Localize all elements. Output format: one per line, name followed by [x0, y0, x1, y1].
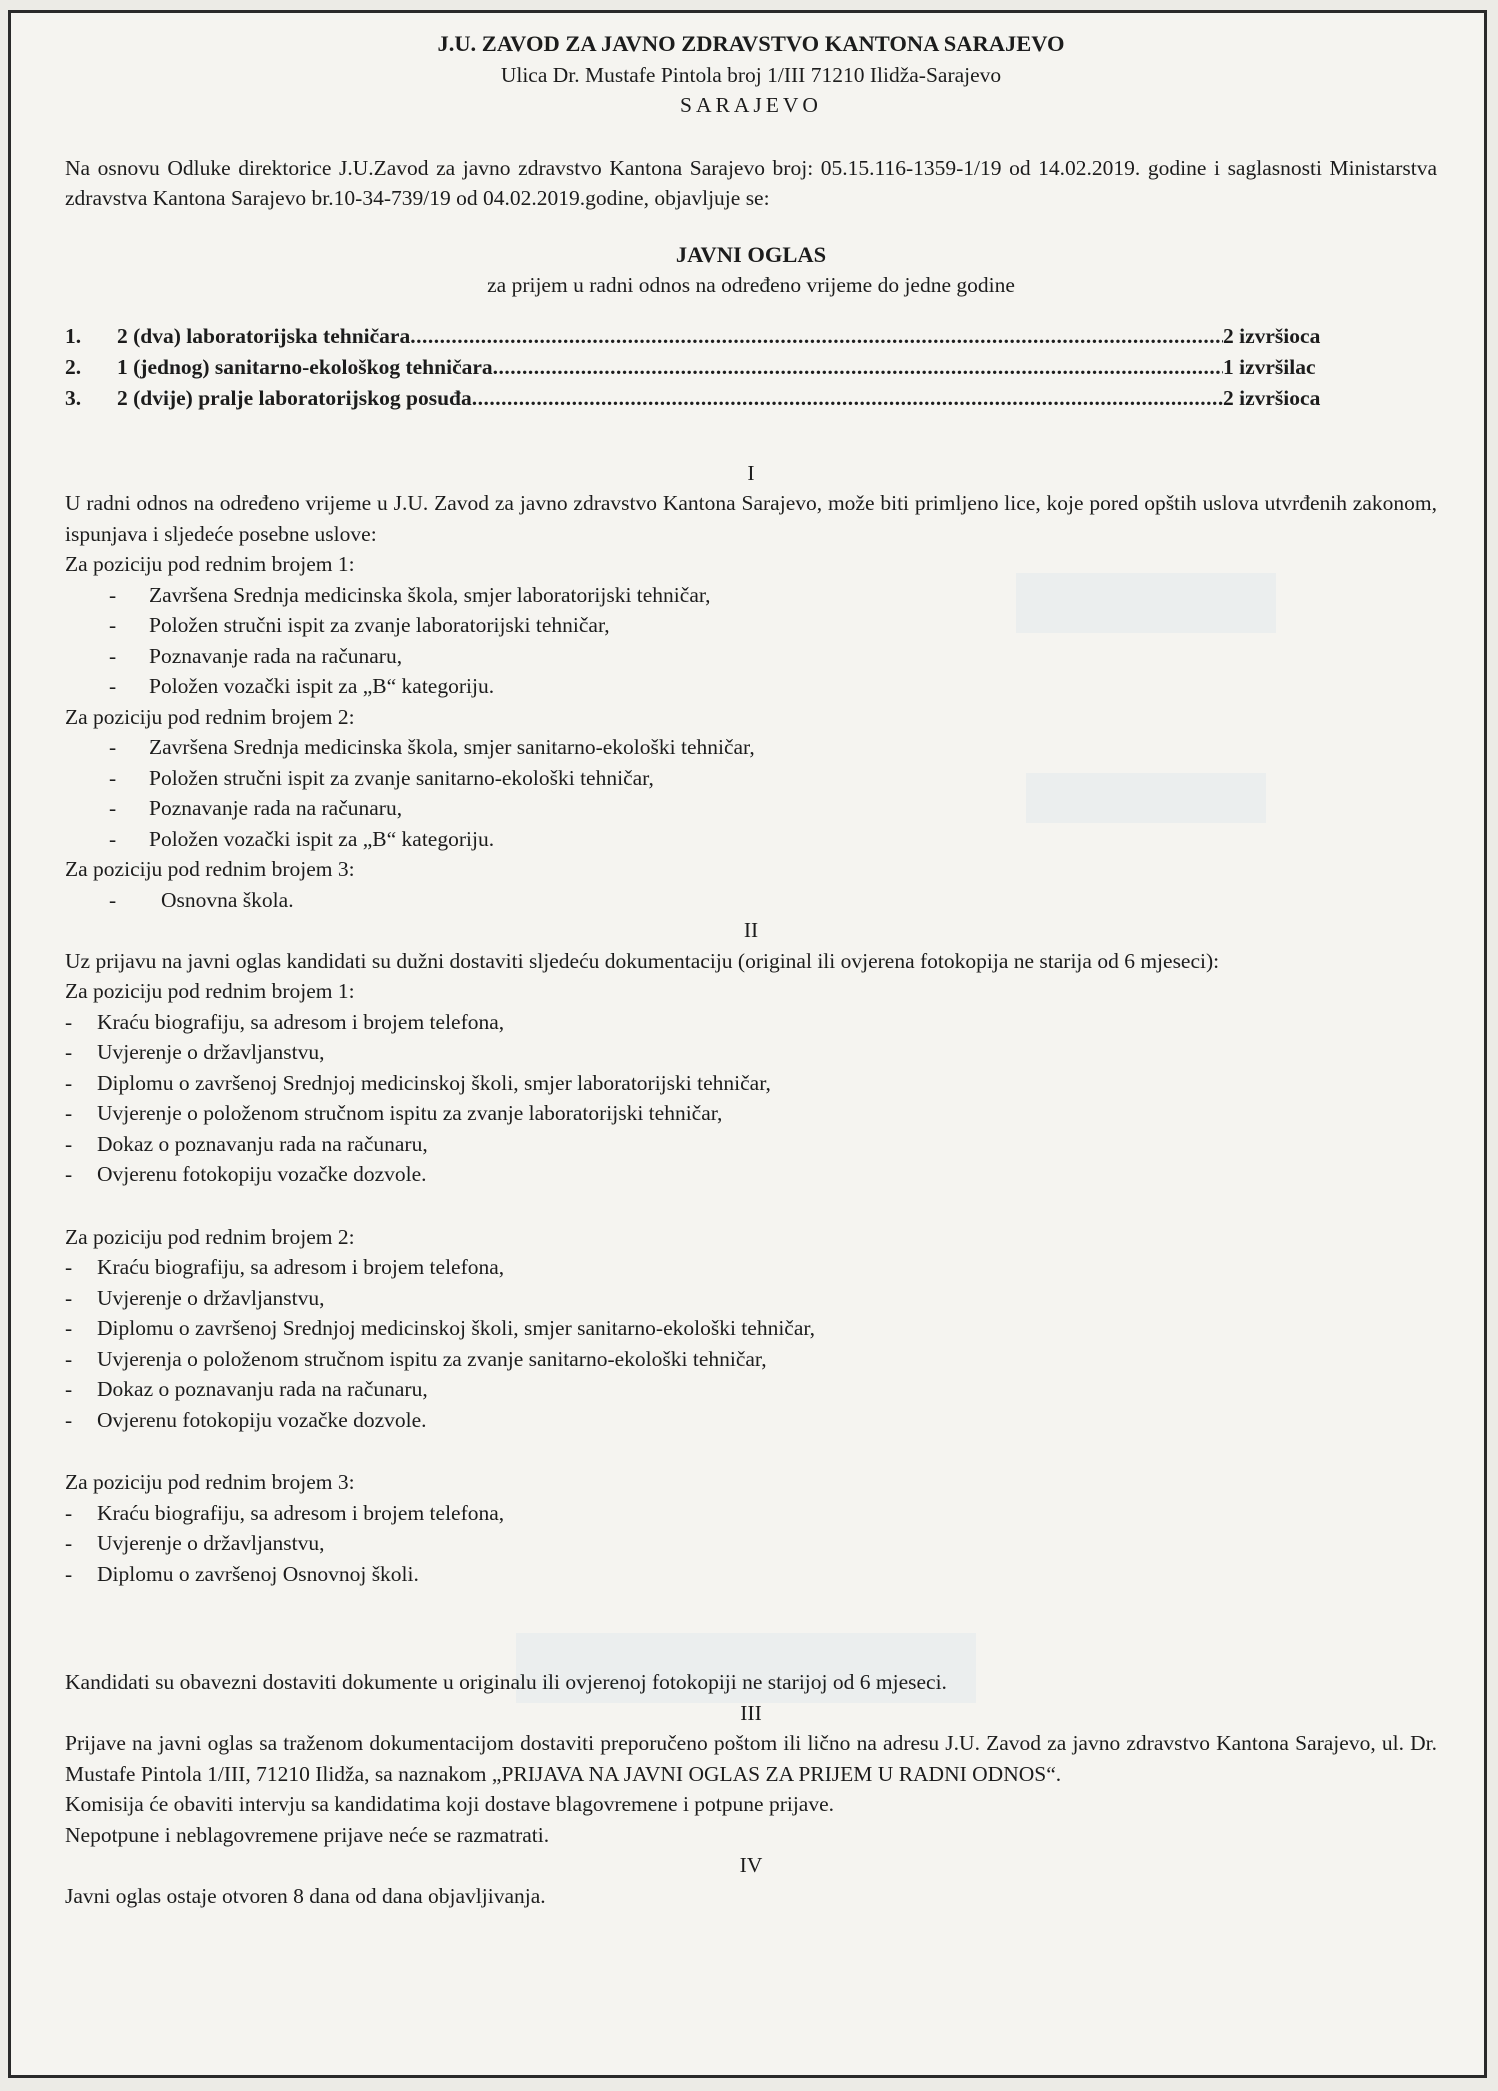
section-iii-paragraph-3: Nepotpune i neblagovremene prijave neće se razmatrati. [65, 1822, 550, 1847]
section-ii-list-pos2 [65, 1252, 1437, 1435]
section-ii-list-pos1 [65, 1007, 1437, 1190]
section-i-list-pos3 [65, 885, 1437, 916]
institution-name: J.U. ZAVOD ZA JAVNO ZDRAVSTVO KANTONA SARAJEVO [437, 31, 1065, 56]
section-i-intro: U radni odnos na određeno vrijeme u J.U. Zavod za javno zdravstvo Kantona Sarajevo, može biti primljeno lice, koje pored opštih uslova utvrđenih zakonom, ispunjava i sljedeće posebne uslove: [65, 491, 1437, 546]
section-ii-heading-pos3: Za poziciju pod rednim brojem 3: [65, 1470, 355, 1494]
section-heading-iii: III [740, 1700, 762, 1725]
section-heading-iv: IV [739, 1853, 763, 1877]
positions-list [65, 321, 1437, 414]
list-item: - Uvjerenje o državljanstvu, [65, 1040, 325, 1064]
section-ii-intro: Uz prijavu na javni oglas kandidati su dužni dostaviti sljedeću dokumentaciju (original ili ovjerena fotokopija ne starija od 6 mjeseci): [65, 948, 1220, 973]
list-item: - Diplomu o završenoj Srednjoj medicinskoj školi, smjer laboratorijski tehničar, [65, 1070, 771, 1095]
list-item: - Dokaz o poznavanju rada na računaru, [65, 1377, 428, 1401]
list-item: - Položen stručni ispit za zvanje laboratorijski tehničar, [109, 613, 610, 637]
list-item: - Ovjerenu fotokopiju vozačke dozvole. [65, 1162, 427, 1186]
section-ii-heading-pos1: Za poziciju pod rednim brojem 1: [65, 979, 355, 1003]
list-item: - Položen vozački ispit za „B“ kategoriju. [109, 674, 495, 698]
list-item: - Dokaz o poznavanju rada na računaru, [65, 1131, 428, 1156]
list-item: - Kraću biografiju, sa adresom i brojem telefona, [65, 1255, 505, 1279]
list-item: - Uvjerenje o položenom stručnom ispitu za zvanje laboratorijski tehničar, [65, 1101, 723, 1125]
section-heading-ii: II [743, 918, 759, 942]
list-item: - Kraću biografiju, sa adresom i brojem telefona, [65, 1009, 505, 1034]
list-item: - Poznavanje rada na računaru, [109, 643, 403, 668]
institution-address: Ulica Dr. Mustafe Pintola broj 1/III 71210 Ilidža-Sarajevo [500, 62, 1002, 87]
position-row: 1. 2 (dva) laboratorijska tehničara ..... 2 izvršioca [65, 321, 1437, 352]
position-row: 3. 2 (dvije) pralje laboratorijskog posuđa ..... 2 izvršioca [65, 383, 1437, 414]
section-i-list-pos2 [65, 732, 1437, 854]
list-item: - Uvjerenje o državljanstvu, [65, 1285, 325, 1310]
section-ii-list-pos3 [65, 1498, 1437, 1590]
list-item: - Završena Srednja medicinska škola, smjer laboratorijski tehničar, [109, 582, 711, 607]
section-iv-paragraph-1: Javni oglas ostaje otvoren 8 dana od dana objavljivanja. [65, 1883, 546, 1908]
list-item: - Završena Srednja medicinska škola, smjer sanitarno-ekološki tehničar, [109, 735, 755, 759]
list-item: - Uvjerenje o državljanstvu, [65, 1531, 325, 1555]
list-item: - Položen vozački ispit za „B“ kategoriju. [109, 826, 495, 851]
list-item: - Položen stručni ispit za zvanje sanitarno-ekološki tehničar, [109, 765, 654, 790]
document-body [65, 29, 1437, 1911]
section-iii-paragraph-2: Komisija će obaviti intervju sa kandidatima koji dostave blagovremene i potpune prijave. [65, 1792, 835, 1816]
section-ii-heading-pos2: Za poziciju pod rednim brojem 2: [65, 1224, 355, 1249]
list-item: - Diplomu o završenoj Osnovnoj školi. [65, 1561, 419, 1586]
list-item: - Diplomu o završenoj Srednjoj medicinskoj školi, smjer sanitarno-ekološki tehničar, [65, 1316, 816, 1340]
section-i-heading-pos3: Za poziciju pod rednim brojem 3: [65, 857, 355, 881]
list-item: - Ovjerenu fotokopiju vozačke dozvole. [65, 1407, 427, 1432]
list-item: - Osnovna škola. [109, 887, 294, 912]
announcement-subtitle: za prijem u radni odnos na određeno vrijeme do jedne godine [487, 273, 1015, 297]
section-heading-i: I [747, 460, 755, 485]
position-row: 2. 1 (jednog) sanitarno-ekološkog tehničara ..... 1 izvršilac [65, 352, 1437, 383]
institution-city: SARAJEVO [680, 93, 822, 117]
section-i-heading-pos2: Za poziciju pod rednim brojem 2: [65, 704, 355, 729]
section-iii-paragraph-1: Prijave na javni oglas sa traženom dokumentacijom dostaviti preporučeno poštom ili lično na adresu J.U. Zavod za javno zdravstvo Kantona Sarajevo, ul. Dr. Mustafe Pintola 1/III, 71210 Ilidža, sa naznakom „PRIJAVA NA JAVNI OGLAS ZA PRIJEM U RADNI ODNOS“. [65, 1731, 1437, 1786]
document-page [8, 10, 1487, 2078]
section-i-list-pos1 [65, 580, 1437, 702]
section-ii-note: Kandidati su obavezni dostaviti dokumente u originalu ili ovjerenoj fotokopiji ne starijoj od 6 mjeseci. [65, 1670, 947, 1694]
list-item: - Poznavanje rada na računaru, [109, 796, 403, 820]
list-item: - Kraću biografiju, sa adresom i brojem telefona, [65, 1500, 505, 1525]
announcement-title: JAVNI OGLAS [675, 241, 827, 267]
intro-paragraph: Na osnovu Odluke direktorice J.U.Zavod za javno zdravstvo Kantona Sarajevo broj: 05.15.116-1359-1/19 od 14.02.2019. godine i saglasnosti Ministarstva zdravstva Kantona Sarajevo br.10-34-739/19 od 04.02.2019.godine, objavljuje se: [65, 155, 1437, 210]
list-item: - Uvjerenja o položenom stručnom ispitu za zvanje sanitarno-ekološki tehničar, [65, 1346, 767, 1371]
section-i-heading-pos1: Za poziciju pod rednim brojem 1: [65, 552, 355, 576]
